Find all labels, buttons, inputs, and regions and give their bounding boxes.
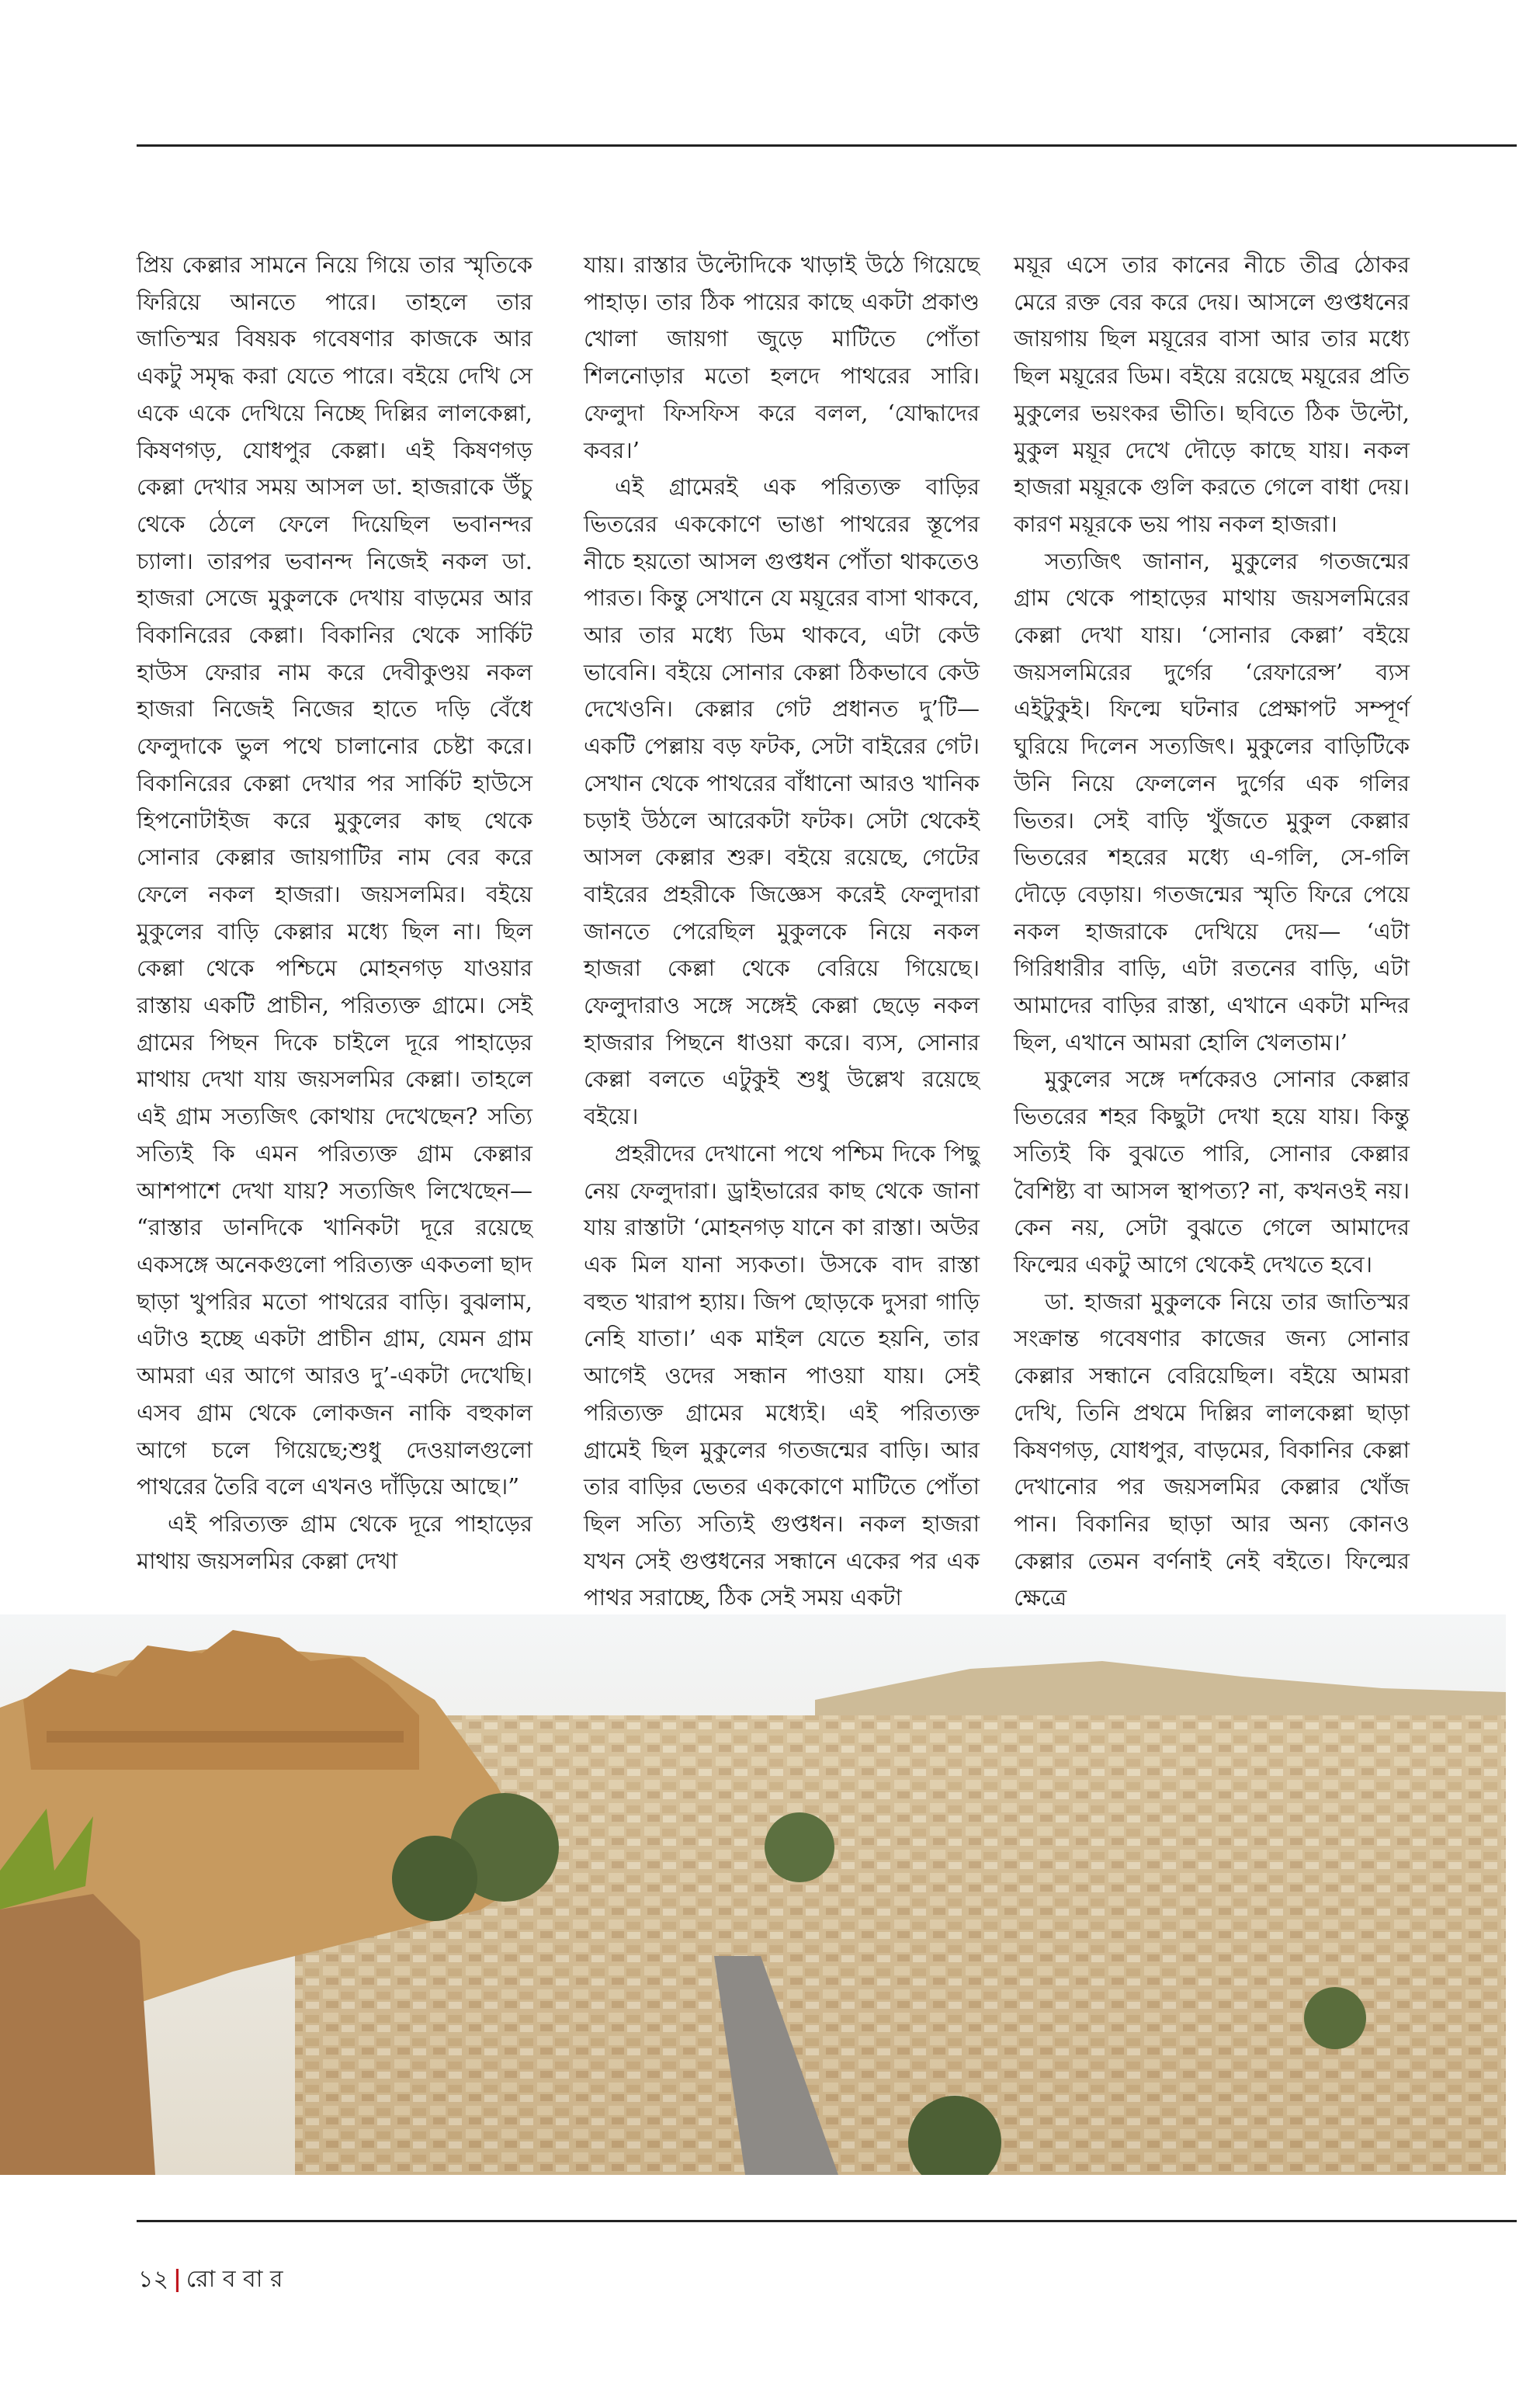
city-illustration [0,1614,1506,2175]
footer-separator: | [172,2266,182,2293]
paragraph: যায়। রাস্তার উল্টোদিকে খাড়াই উঠে গিয়েছে পাহাড়। তার ঠিক পায়ের কাছে একটা প্রকাণ্ড খোলা জায়গা জুড়ে মাটিতে পোঁতা শিলনোড়ার মতো হলদে পাথরের সারি। ফেলুদা ফিসফিস করে বলল, ‘যোদ্ধাদের কবর।’ [584,251,980,463]
paragraph: এই পরিত্যক্ত গ্রাম থেকে দূরে পাহাড়ের মাথায় জয়সলমির কেল্লা দেখা [137,1510,532,1574]
magazine-name: রো ব বা র [186,2266,283,2293]
page-footer [138,2260,283,2300]
top-rule [137,144,1517,147]
paragraph: এই গ্রামেরই এক পরিত্যক্ত বাড়ির ভিতরের এককোণে ভাঙা পাথরের স্তূপের নীচে হয়তো আসল গুপ্তধন পোঁতা থাকতেও পারত। কিন্তু সেখানে যে ময়ূরের বাসা থাকবে, আর তার মধ্যে ডিম থাকবে, এটা কেউ ভাবেনি। বইয়ে সোনার কেল্লা ঠিকভাবে কেউ দেখেওনি। কেল্লার গেট প্রধানত দু’টি— একটি পেল্লায় বড় ফটক, সেটা বাইরের গেট। সেখান থেকে পাথরের বাঁধানো আরও খানিক চড়াই উঠলে আরেকটা ফটক। সেটা থেকেই আসল কেল্লার শুরু। বইয়ে রয়েছে, গেটের বাইরের প্রহরীকে জিজ্ঞেস করেই ফেলুদারা জানতে পেরেছিল মুকুলকে নিয়ে নকল হাজরা কেল্লা থেকে বেরিয়ে গিয়েছে। ফেলুদারাও সঙ্গে সঙ্গেই কেল্লা ছেড়ে নকল হাজরার পিছনে ধাওয়া করে। ব্যস, সোনার কেল্লা বলতে এটুকুই শুধু উল্লেখ রয়েছে বইয়ে। [584,473,980,1130]
article-column-3 [1014,247,1410,1617]
article-column-2 [584,247,980,1617]
foreground-rock [0,1894,155,2175]
paragraph: প্রহরীদের দেখানো পথে পশ্চিম দিকে পিছু নেয় ফেলুদারা। ড্রাইভারের কাছ থেকে জানা যায় রাস্তাটা ‘মোহনগড় যানে কা রাস্তা। অউর এক মিল যানা স্যকতা। উসকে বাদ রাস্তা বহুত খারাপ হ্যায়। জিপ ছোড়কে দুসরা গাড়ি নেহি যাতা।’ এক মাইল যেতে হয়নি, তার আগেই ওদের সন্ধান পাওয়া যায়। সেই পরিত্যক্ত গ্রামের মধ্যেই। এই পরিত্যক্ত গ্রামেই ছিল মুকুলের গতজন্মের বাড়ি। আর তার বাড়ির ভেতর এককোণে মাটিতে পোঁতা ছিল সত্যি সত্যিই গুপ্তধন। নকল হাজরা যখন সেই গুপ্তধনের সন্ধানে একের পর এক পাথর সরাচ্ছে, ঠিক সেই সময় একটা [584,1139,980,1611]
paragraph: প্রিয় কেল্লার সামনে নিয়ে গিয়ে তার স্মৃতিকে ফিরিয়ে আনতে পারে। তাহলে তার জাতিস্মর বিষয়ক গবেষণার কাজকে আর একটু সমৃদ্ধ করা যেতে পারে। বইয়ে দেখি সে একে একে দেখিয়ে নিচ্ছে দিল্লির লালকেল্লা, কিষণগড়, যোধপুর কেল্লা। এই কিষণগড় কেল্লা দেখার সময় আসল ডা. হাজরাকে উঁচু থেকে ঠেলে ফেলে দিয়েছিল ভবানন্দর চ্যালা। তারপর ভবানন্দ নিজেই নকল ডা. হাজরা সেজে মুকুলকে দেখায় বাড়মের আর বিকানিরের কেল্লা। বিকানির থেকে সার্কিট হাউস ফেরার নাম করে দেবীকুণ্ডয় নকল হাজরা নিজেই নিজের হাতে দড়ি বেঁধে ফেলুদাকে ভুল পথে চালানোর চেষ্টা করে। বিকানিরের কেল্লা দেখার পর সার্কিট হাউসে হিপনোটাইজ করে মুকুলের কাছ থেকে সোনার কেল্লার জায়গাটির নাম বের করে ফেলে নকল হাজরা। জয়সলমির। বইয়ে মুকুলের বাড়ি কেল্লার মধ্যে ছিল না। ছিল কেল্লা থেকে পশ্চিমে মোহনগড় যাওয়ার রাস্তায় একটি প্রাচীন, পরিত্যক্ত গ্রামে। সেই গ্রামের পিছন দিকে চাইলে দূরে পাহাড়ের মাথায় দেখা যায় জয়সলমির কেল্লা। তাহলে এই গ্রাম সত্যজিৎ কোথায় দেখেছেন? সত্যি সত্যিই কি এমন পরিত্যক্ত গ্রাম কেল্লার আশপাশে দেখা যায়? সত্যজিৎ লিখেছেন— “রাস্তার ডানদিকে খানিকটা দূরে রয়েছে একসঙ্গে অনেকগুলো পরিত্যক্ত একতলা ছাদ ছাড়া খুপরির মতো পাথরের বাড়ি। বুঝলাম, এটাও হচ্ছে একটা প্রাচীন গ্রাম, যেমন গ্রাম আমরা এর আগে আরও দু’-একটা দেখেছি। এসব গ্রাম থেকে লোকজন নাকি বহুকাল আগে চলে গিয়েছে;শুধু দেওয়ালগুলো পাথরের তৈরি বলে এখনও দাঁড়িয়ে আছে।” [137,251,532,1500]
paragraph: ডা. হাজরা মুকুলকে নিয়ে তার জাতিস্মর সংক্রান্ত গবেষণার কাজের জন্য সোনার কেল্লার সন্ধানে বেরিয়েছিল। বইয়ে আমরা দেখি, তিনি প্রথমে দিল্লির লালকেল্লা ছাড়া কিষণগড়, যোধপুর, বাড়মের, বিকানির কেল্লা দেখানোর পর জয়সলমির কেল্লার খোঁজ পান। বিকানির ছাড়া আর অন্য কোনও কেল্লার তেমন বর্ণনাই নেই বইতে। ফিল্মের ক্ষেত্রে [1014,1288,1410,1611]
bottom-rule [137,2220,1517,2222]
paragraph: ময়ূর এসে তার কানের নীচে তীব্র ঠোকর মেরে রক্ত বের করে দেয়। আসলে গুপ্তধনের জায়গায় ছিল ময়ূরের বাসা আর তার মধ্যে ছিল ময়ূরের ডিম। বইয়ে রয়েছে ময়ূরের প্রতি মুকুলের ভয়ংকর ভীতি। ছবিতে ঠিক উল্টো, মুকুল ময়ূর দেখে দৌড়ে কাছে যায়। নকল হাজরা ময়ূরকে গুলি করতে গেলে বাধা দেয়। কারণ ময়ূরকে ভয় পায় নকল হাজরা। [1014,251,1410,537]
article-column-1 [137,247,532,1580]
page-number: ১২ [138,2266,168,2293]
paragraph: সত্যজিৎ জানান, মুকুলের গতজন্মের গ্রাম থেকে পাহাড়ের মাথায় জয়সলমিরের কেল্লা দেখা যায়। ‘সোনার কেল্লা’ বইয়ে জয়সলমিরের দুর্গের ‘রেফারেন্স’ ব্যস এইটুকুই। ফিল্মে ঘটনার প্রেক্ষাপট সম্পূর্ণ ঘুরিয়ে দিলেন সত্যজিৎ। মুকুলের বাড়িটিকে উনি নিয়ে ফেললেন দুর্গের এক গলির ভিতর। সেই বাড়ি খুঁজতে মুকুল কেল্লার ভিতরের শহরের মধ্যে এ-গলি, সে-গলি দৌড়ে বেড়ায়। গতজন্মের স্মৃতি ফিরে পেয়ে নকল হাজরাকে দেখিয়ে দেয়— ‘এটা গিরিধারীর বাড়ি, এটা রতনের বাড়ি, এটা আমাদের বাড়ির রাস্তা, এখানে একটা মন্দির ছিল, এখানে আমরা হোলি খেলতাম।’ [1014,547,1410,1056]
paragraph: মুকুলের সঙ্গে দর্শকেরও সোনার কেল্লার ভিতরের শহর কিছুটা দেখা হয়ে যায়। কিন্তু সত্যিই কি বুঝতে পারি, সোনার কেল্লার বৈশিষ্ট্য বা আসল স্থাপত্য? না, কখনওই নয়। কেন নয়, সেটা বুঝতে গেলে আমাদের ফিল্মের একটু আগে থেকেই দেখতে হবে। [1014,1066,1410,1278]
jaisalmer-city-photo [0,1614,1506,2175]
